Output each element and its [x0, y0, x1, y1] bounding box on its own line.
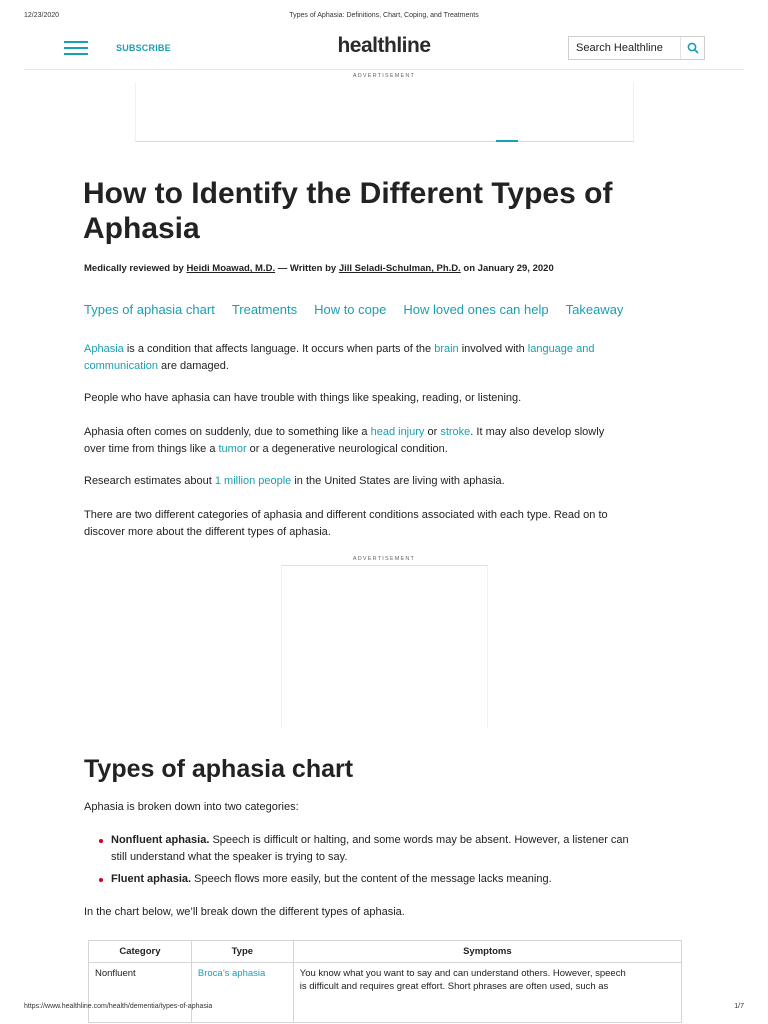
- advertisement-marker: [496, 140, 518, 142]
- cell-category: Nonfluent: [89, 963, 192, 1023]
- aphasia-link[interactable]: Aphasia: [84, 343, 124, 355]
- bullet-icon: [99, 878, 103, 882]
- site-logo[interactable]: healthline: [337, 34, 431, 57]
- print-page-title: Types of Aphasia: Definitions, Chart, Coping, and Treatments: [289, 12, 479, 19]
- print-date: 12/23/2020: [24, 12, 60, 19]
- toc-link-loved-ones[interactable]: How loved ones can help: [403, 302, 549, 317]
- search-input[interactable]: [568, 36, 705, 60]
- head-injury-link[interactable]: head injury: [370, 426, 425, 438]
- language-link[interactable]: language and: [527, 343, 595, 355]
- reviewer-link[interactable]: Heidi Moawad, M.D.: [186, 263, 276, 274]
- intro-paragraph: Aphasia is a condition that affects language. It occurs when parts of the brain involved with language and communication are damaged.: [84, 343, 595, 372]
- million-people-link[interactable]: 1 million people: [214, 475, 292, 487]
- brain-link[interactable]: brain: [434, 343, 459, 355]
- paragraph-causes: Aphasia often comes on suddenly, due to something like a head injury or stroke. It may also develop slowly over time from things like a tumor or a degenerative neurological condition.: [84, 426, 605, 455]
- stroke-link[interactable]: stroke: [440, 426, 471, 438]
- paragraph-trouble: People who have aphasia can have trouble with things like speaking, reading, or listening.: [84, 392, 522, 404]
- paragraph-categories: There are two different categories of aphasia and different conditions associated with each type. Read on to discover more about the different types of aphasia.: [84, 509, 608, 538]
- toc-link-types-chart[interactable]: Types of aphasia chart: [84, 302, 215, 317]
- advertisement-banner[interactable]: [135, 82, 634, 142]
- advertisement-box[interactable]: [281, 565, 488, 728]
- table-header-row: [89, 941, 682, 963]
- print-url: https://www.healthline.com/health/dementia/types-of-aphasia: [24, 1003, 213, 1010]
- header-divider: [24, 69, 744, 70]
- search-icon[interactable]: [680, 37, 704, 59]
- aphasia-types-table: [88, 940, 682, 1023]
- tumor-link[interactable]: tumor: [218, 443, 247, 455]
- author-link[interactable]: Jill Seladi-Schulman, Ph.D.: [338, 263, 461, 274]
- section-title: Types of aphasia chart: [84, 755, 354, 783]
- column-header-category: Category: [89, 941, 192, 963]
- table-of-contents: [84, 302, 640, 317]
- toc-link-takeaway[interactable]: Takeaway: [565, 302, 624, 317]
- article-title: How to Identify the Different Types of Aphasia: [83, 177, 613, 245]
- table-row: [89, 963, 682, 1023]
- communication-link[interactable]: communication: [84, 360, 158, 372]
- toc-link-treatments[interactable]: Treatments: [231, 302, 298, 317]
- column-header-symptoms: Symptoms: [293, 941, 681, 963]
- chart-intro: In the chart below, we’ll break down the different types of aphasia.: [84, 906, 405, 918]
- list-item: Nonfluent aphasia. Speech is difficult or halting, and some words may be absent. However, a listener can still understand what the speaker is trying to say.: [99, 832, 684, 866]
- print-page-number: 1/7: [734, 1003, 744, 1010]
- column-header-type: Type: [191, 941, 293, 963]
- brocas-aphasia-link[interactable]: Broca’s aphasia: [197, 968, 266, 979]
- bullet-icon: [99, 839, 103, 843]
- byline: Medically reviewed by Heidi Moawad, M.D. — Written by Jill Seladi-Schulman, Ph.D. on January 29, 2020: [84, 263, 554, 274]
- toc-link-how-to-cope[interactable]: How to cope: [314, 302, 387, 317]
- cell-type: [191, 963, 293, 1023]
- paragraph-estimates: Research estimates about 1 million people in the United States are living with aphasia.: [84, 475, 505, 487]
- advertisement-label: ADVERTISEMENT: [352, 73, 416, 79]
- advertisement-label: ADVERTISEMENT: [352, 556, 416, 562]
- search-placeholder: Search Healthline: [576, 42, 663, 54]
- list-item: Fluent aphasia. Speech flows more easily, but the content of the message lacks meaning.: [99, 871, 684, 888]
- cell-symptoms: You know what you want to say and can understand others. However, speech is difficult and requires great effort. Short phrases are often used, such as: [293, 963, 681, 1023]
- subscribe-link[interactable]: SUBSCRIBE: [116, 43, 171, 53]
- section-intro: Aphasia is broken down into two categories:: [84, 801, 299, 813]
